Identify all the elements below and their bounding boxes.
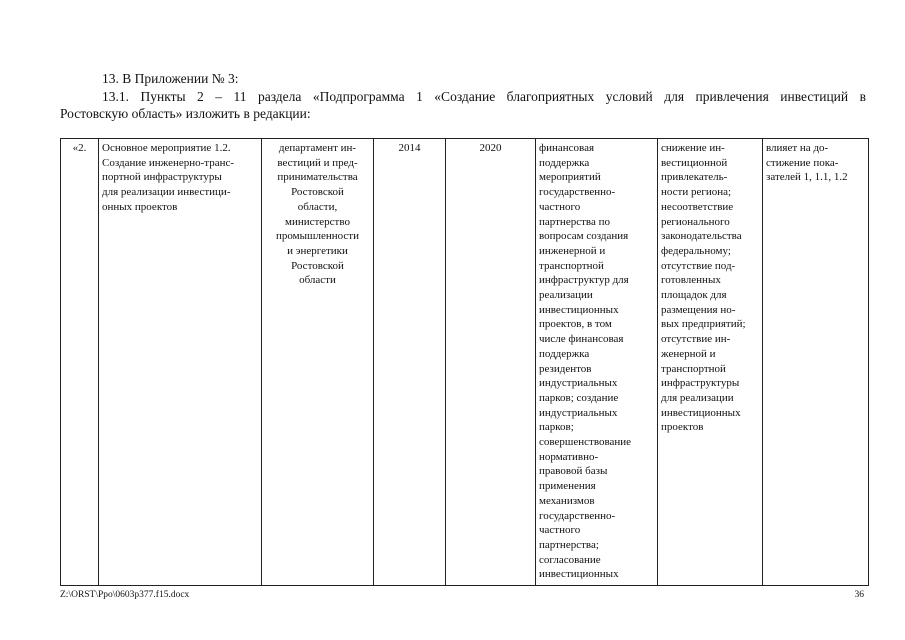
cell-text-line: проектов: [661, 421, 704, 434]
cell-text-line: Создание инженерно-транс-: [102, 156, 235, 169]
section-heading: 13. В Приложении № 3:: [102, 71, 239, 86]
cell-expected-result: [536, 139, 658, 586]
footer-file-path: Z:\ORST\Ppo\0603p377.f15.docx: [60, 590, 190, 600]
cell-activity-name: [99, 139, 262, 586]
year-start: 2014: [398, 142, 421, 154]
cell-text-line: снижение ин-: [661, 142, 725, 154]
paragraph-line-2: Ростовскую область» изложить в редакции:: [60, 105, 311, 121]
amendment-paragraph: [60, 89, 866, 122]
cell-text-line: индустриальных: [539, 377, 618, 390]
cell-text-line: Ростовской: [291, 186, 344, 199]
footer-page-number: 36: [854, 590, 864, 600]
cell-text-line: вестиций и пред-: [277, 156, 358, 169]
table-row: [61, 139, 869, 586]
cell-text-line: площадок для: [661, 289, 727, 302]
cell-text-line: реализации: [539, 289, 593, 302]
cell-year-end: [446, 139, 536, 586]
cell-text-line: влияет на до-: [766, 142, 829, 154]
cell-text-line: поддержка: [539, 156, 590, 169]
cell-text-line: готовленных: [661, 274, 721, 287]
cell-text-line: и энергетики: [287, 244, 348, 257]
cell-year-start: [374, 139, 446, 586]
cell-text-line: отсутствие под-: [661, 259, 736, 272]
cell-text-line: Ростовской: [291, 259, 344, 272]
cell-text-line: транспортной: [661, 362, 726, 375]
cell-consequences: [658, 139, 763, 586]
cell-responsible: [262, 139, 374, 586]
cell-text-line: области: [299, 274, 336, 287]
cell-text-line: применения: [539, 480, 596, 493]
cell-text-line: числе финансовая: [539, 333, 624, 346]
cell-text-line: привлекатель-: [661, 171, 728, 184]
program-table: [60, 138, 869, 586]
cell-text-line: стижение пока-: [766, 156, 839, 169]
cell-text-line: государственно-: [539, 186, 616, 199]
cell-number: [61, 139, 99, 586]
cell-text-line: федеральному;: [661, 244, 731, 257]
cell-indicator-link: [763, 139, 869, 586]
cell-text-line: регионального: [661, 215, 730, 228]
cell-text-line: инвестиционных: [539, 303, 619, 316]
cell-text-line: вопросам создания: [539, 230, 629, 243]
cell-text-line: ности региона;: [661, 186, 732, 199]
cell-text-line: портной инфраструктуры: [102, 171, 222, 184]
year-end: 2020: [479, 142, 502, 154]
cell-text-line: инвестиционных: [539, 568, 619, 581]
cell-text-line: мероприятий: [539, 171, 601, 184]
cell-text-line: принимательства: [277, 171, 358, 184]
paragraph-line-1: 13.1. Пункты 2 – 11 раздела «Подпрограмма 1 «Создание благоприятных условий для привлечения инвестиций в: [102, 89, 866, 104]
cell-text-line: области,: [297, 200, 338, 213]
cell-text-line: несоответствие: [661, 200, 734, 213]
cell-text-line: индустриальных: [539, 406, 618, 419]
cell-text-line: Основное мероприятие 1.2.: [102, 142, 231, 154]
cell-text-line: партнерства по: [539, 215, 610, 228]
cell-text-line: онных проектов: [102, 200, 178, 213]
cell-text-line: государственно-: [539, 509, 616, 522]
cell-text-line: частного: [539, 524, 581, 537]
cell-text-line: инфраструктуры: [661, 377, 740, 390]
cell-text-line: нормативно-: [539, 450, 599, 463]
cell-text-line: вестиционной: [661, 156, 728, 169]
cell-text-line: резидентов: [539, 362, 592, 375]
cell-text-line: для реализации: [661, 391, 734, 404]
item-number: «2.: [72, 142, 87, 154]
cell-text-line: департамент ин-: [278, 142, 357, 154]
cell-text-line: промышленности: [276, 230, 359, 243]
cell-text-line: отсутствие ин-: [661, 333, 731, 346]
cell-text-line: согласование: [539, 553, 601, 566]
cell-text-line: частного: [539, 200, 581, 213]
cell-text-line: размещения но-: [661, 303, 736, 316]
cell-text-line: инвестиционных: [661, 406, 741, 419]
cell-text-line: вых предприятий;: [661, 318, 746, 331]
cell-text-line: проектов, в том: [539, 318, 612, 331]
cell-text-line: законодательства: [661, 230, 742, 243]
cell-text-line: парков;: [539, 421, 574, 434]
cell-text-line: парков; создание: [539, 391, 619, 404]
cell-text-line: транспортной: [539, 259, 604, 272]
cell-text-line: партнерства;: [539, 538, 599, 551]
cell-text-line: правовой базы: [539, 465, 608, 478]
cell-text-line: министерство: [284, 215, 350, 228]
cell-text-line: инженерной и: [539, 244, 606, 257]
cell-text-line: механизмов: [539, 494, 595, 507]
cell-text-line: совершенствование: [539, 436, 632, 449]
cell-text-line: зателей 1, 1.1, 1.2: [766, 171, 848, 184]
cell-text-line: женерной и: [661, 347, 716, 360]
cell-text-line: инфраструктур для: [539, 274, 629, 287]
cell-text-line: для реализации инвестици-: [102, 186, 231, 199]
cell-text-line: поддержка: [539, 347, 590, 360]
cell-text-line: финансовая: [539, 142, 595, 154]
